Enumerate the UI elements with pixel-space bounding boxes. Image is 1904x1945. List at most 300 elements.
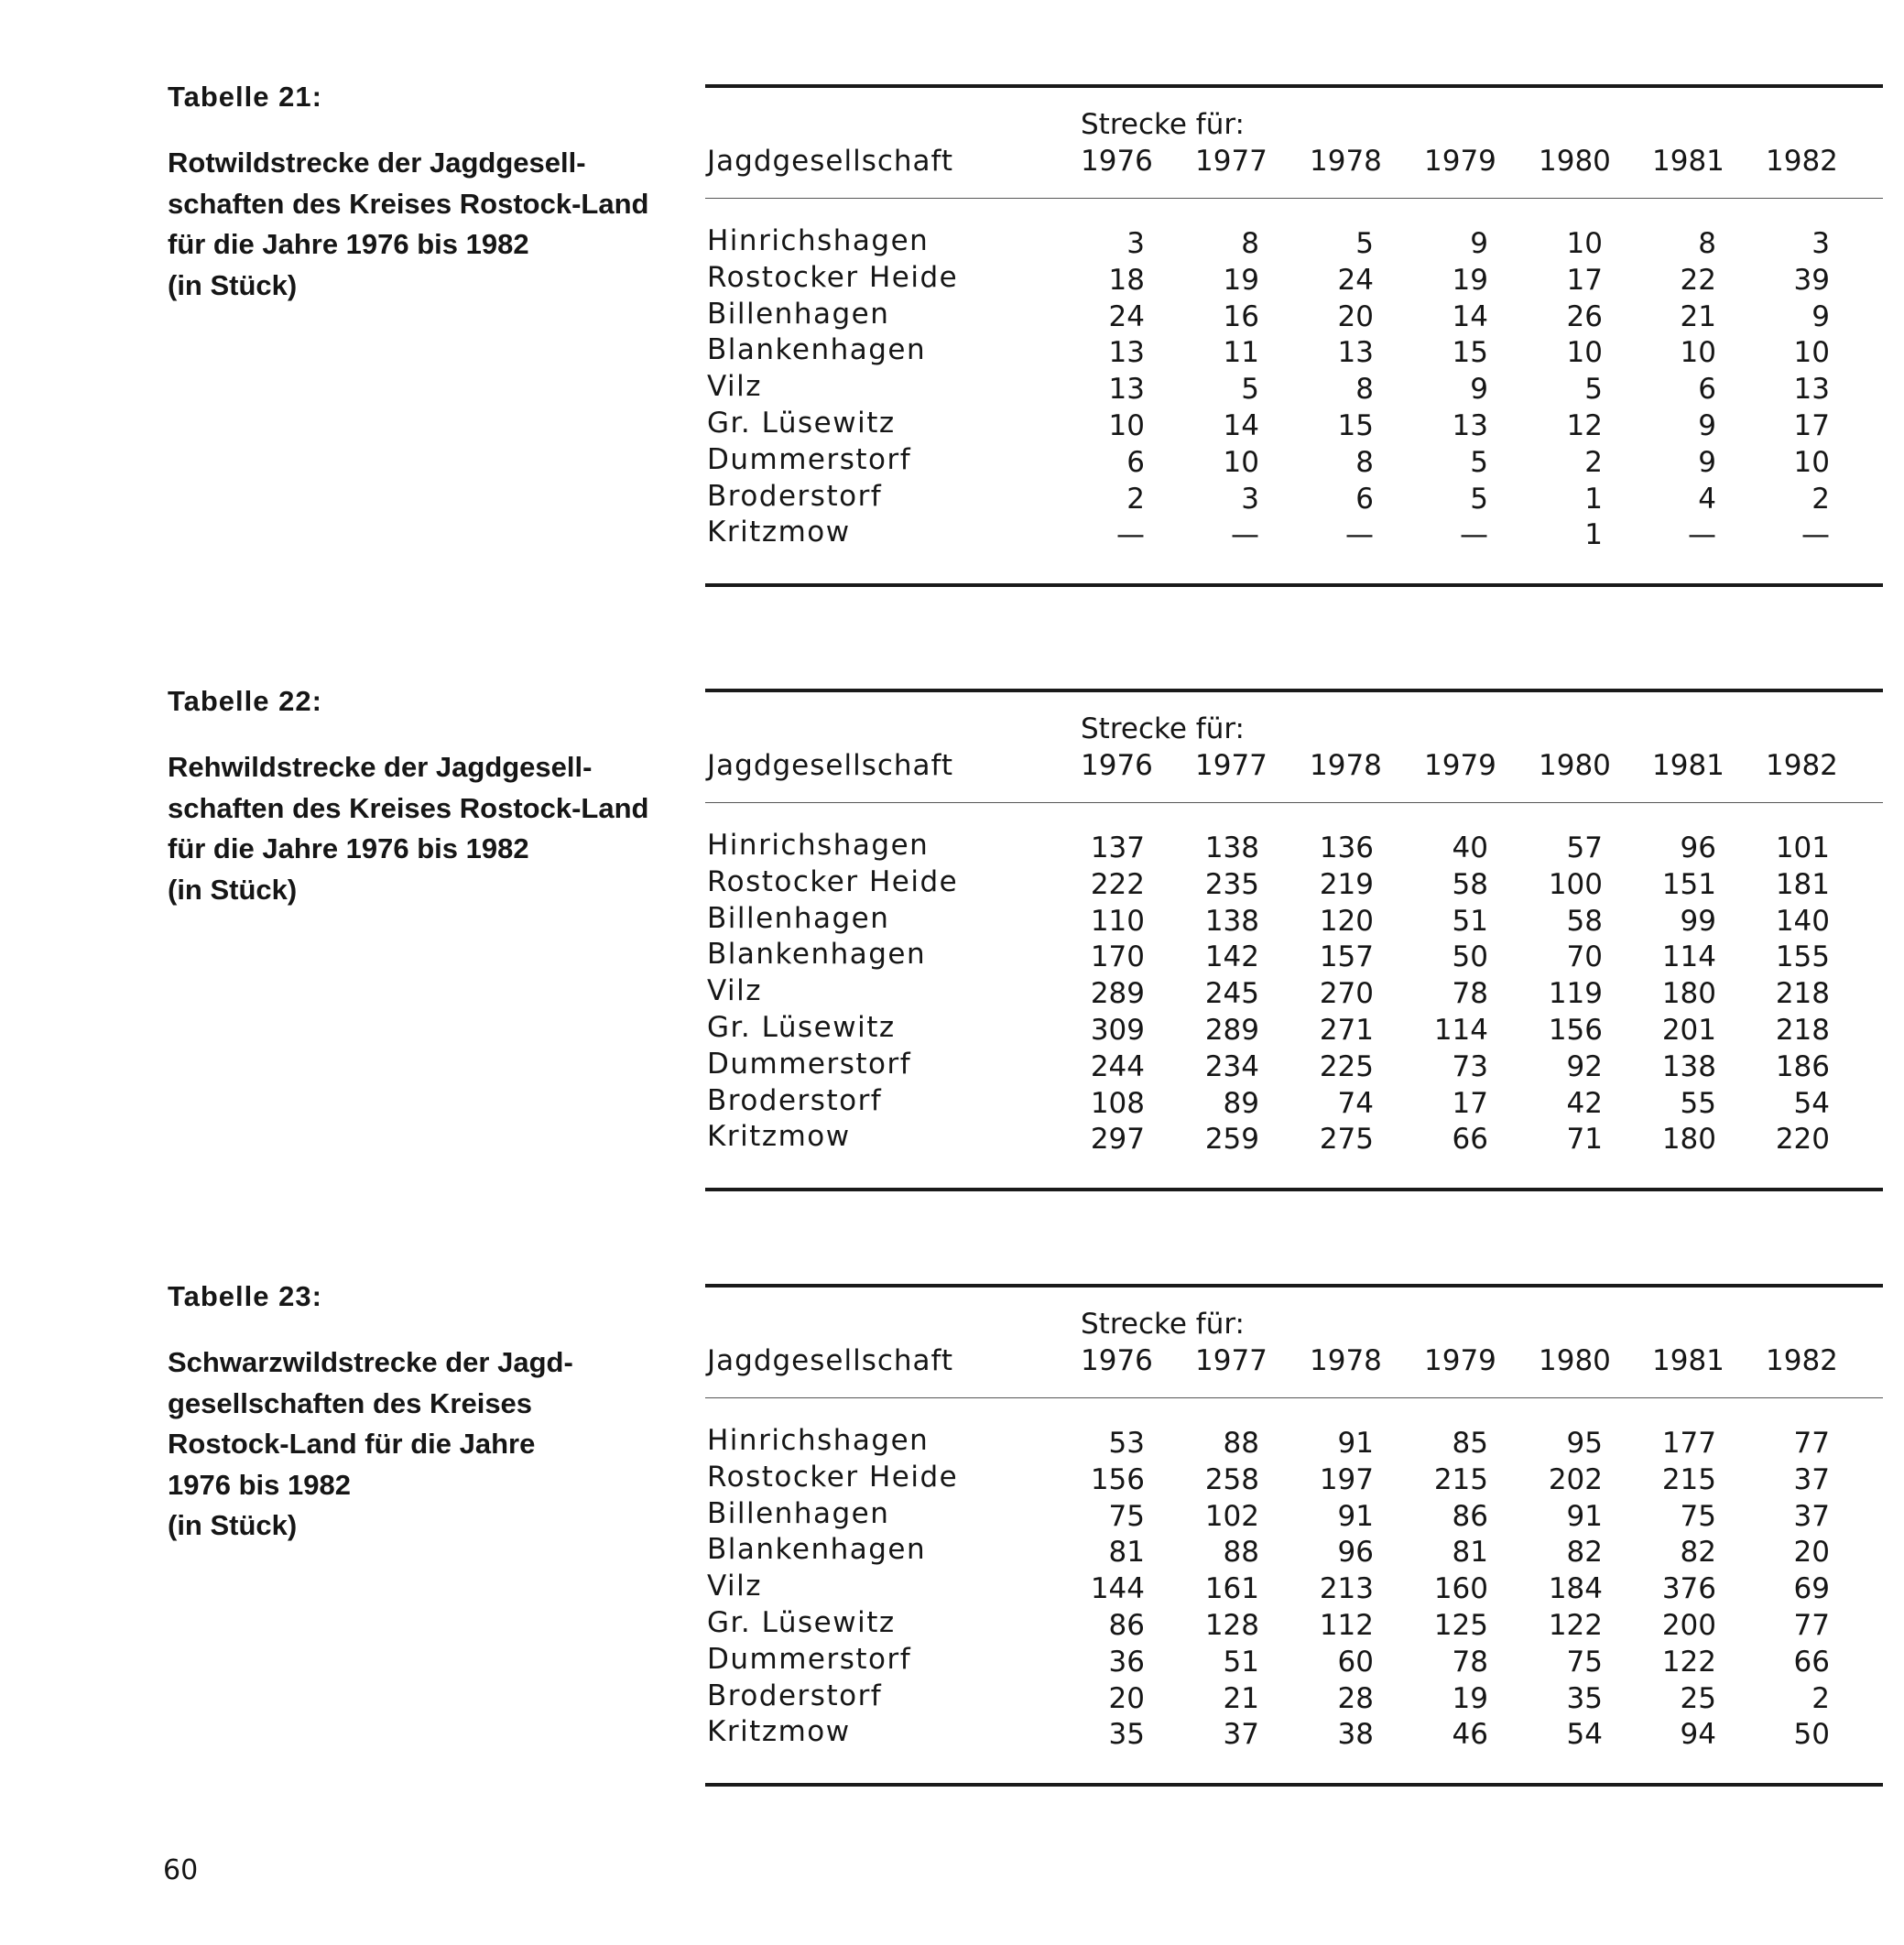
table-cell: 122 <box>1661 1645 1716 1679</box>
column-header-year: 1979 <box>1424 749 1496 782</box>
table-cell: 13 <box>1337 336 1374 370</box>
column-header-year: 1978 <box>1310 749 1382 782</box>
table-cell: 215 <box>1661 1462 1716 1496</box>
row-label: Blankenhagen <box>707 333 927 367</box>
table-bottom-rule <box>705 1188 1883 1191</box>
table-cell: 96 <box>1337 1536 1374 1570</box>
table-cell: 69 <box>1793 1572 1830 1606</box>
table-cell: 218 <box>1775 977 1830 1011</box>
row-label: Dummerstorf <box>707 1047 912 1081</box>
column-header-year: 1982 <box>1766 749 1838 782</box>
table-title-line: für die Jahre 1976 bis 1982 <box>168 832 529 864</box>
table-title-line: für die Jahre 1976 bis 1982 <box>168 228 529 260</box>
table-cell: 11 <box>1223 336 1259 370</box>
data-table <box>705 1284 1883 1787</box>
table-cell: 8 <box>1698 227 1716 260</box>
table-cell: 20 <box>1108 1681 1145 1715</box>
column-header-year: 1981 <box>1652 145 1724 178</box>
table-cell: 309 <box>1090 1013 1145 1047</box>
table-title-line: schaften des Kreises Rostock-Land <box>168 791 649 824</box>
table-row <box>705 1011 1883 1048</box>
table-cell: 13 <box>1452 408 1488 442</box>
table-cell: 88 <box>1223 1427 1259 1460</box>
table-cell: 17 <box>1452 1086 1488 1120</box>
table-cell: 1 <box>1584 518 1603 552</box>
column-header-year: 1982 <box>1766 1344 1838 1377</box>
table-cell: 200 <box>1661 1608 1716 1642</box>
table-row <box>705 516 1883 552</box>
table-cell: 108 <box>1090 1086 1145 1120</box>
table-title-line: Rehwildstrecke der Jagdgesell- <box>168 751 593 783</box>
table-row <box>705 1606 1883 1643</box>
table-cell: 275 <box>1319 1123 1374 1157</box>
table-cell: 151 <box>1661 867 1716 901</box>
table-row <box>705 974 1883 1011</box>
row-label: Hinrichshagen <box>707 1424 930 1457</box>
table-label: Tabelle 23: <box>168 1280 322 1312</box>
table-cell: 235 <box>1204 867 1259 901</box>
table-row <box>705 1643 1883 1679</box>
row-label: Gr. Lüsewitz <box>707 1010 896 1044</box>
table-row <box>705 407 1883 443</box>
table-cell: 8 <box>1241 227 1259 260</box>
table-cell: 160 <box>1433 1572 1488 1606</box>
table-cell: 3 <box>1126 227 1145 260</box>
table-cell: 222 <box>1090 867 1145 901</box>
table-cell: 101 <box>1775 831 1830 864</box>
table-cell: 71 <box>1566 1123 1603 1157</box>
table-cell: 213 <box>1319 1572 1374 1606</box>
table-cell: 271 <box>1319 1013 1374 1047</box>
table-unit: (in Stück) <box>168 1509 298 1541</box>
table-cell: 8 <box>1355 445 1374 479</box>
table-cell: 138 <box>1661 1049 1716 1083</box>
table-cell: 75 <box>1108 1499 1145 1533</box>
table-title-line: 1976 bis 1982 <box>168 1468 351 1501</box>
table-cell: 39 <box>1793 263 1830 297</box>
table-cell: 86 <box>1452 1499 1488 1533</box>
table-cell: 14 <box>1223 408 1259 442</box>
table-cell: 6 <box>1355 482 1374 516</box>
table-cell: 136 <box>1319 831 1374 864</box>
table-cell: 102 <box>1204 1499 1259 1533</box>
table-cell: 10 <box>1108 408 1145 442</box>
table-header <box>705 1288 1883 1397</box>
table-cell: 35 <box>1108 1718 1145 1752</box>
table-cell: 140 <box>1775 904 1830 938</box>
row-label: Kritzmow <box>707 1715 851 1749</box>
table-cell: 46 <box>1452 1718 1488 1752</box>
table-cell: 54 <box>1793 1086 1830 1120</box>
table-cell: 81 <box>1108 1536 1145 1570</box>
row-label: Dummerstorf <box>707 1642 912 1676</box>
table-cell: 5 <box>1241 373 1259 407</box>
table-cell: 15 <box>1337 408 1374 442</box>
table-cell: 5 <box>1584 373 1603 407</box>
table-header <box>705 88 1883 198</box>
table-cell: 96 <box>1680 831 1716 864</box>
table-cell: — <box>1801 518 1830 552</box>
table-cell: 202 <box>1548 1462 1603 1496</box>
table-caption <box>168 81 680 306</box>
row-label: Broderstorf <box>707 479 883 513</box>
table-cell: 86 <box>1108 1608 1145 1642</box>
table-cell: 91 <box>1337 1427 1374 1460</box>
table-cell: 89 <box>1223 1086 1259 1120</box>
table-cell: 156 <box>1548 1013 1603 1047</box>
table-row <box>705 1084 1883 1121</box>
table-cell: 234 <box>1204 1049 1259 1083</box>
table-cell: 100 <box>1548 867 1603 901</box>
row-label: Rostocker Heide <box>707 260 959 294</box>
table-cell: 95 <box>1566 1427 1603 1460</box>
table-cell: 74 <box>1337 1086 1374 1120</box>
row-label: Vilz <box>707 974 763 1008</box>
table-label: Tabelle 21: <box>168 81 322 113</box>
table-cell: 82 <box>1680 1536 1716 1570</box>
column-header-jagdgesellschaft: Jagdgesellschaft <box>707 749 954 782</box>
table-cell: 201 <box>1661 1013 1716 1047</box>
table-cell: 9 <box>1698 408 1716 442</box>
table-header <box>705 692 1883 802</box>
table-row <box>705 1497 1883 1534</box>
table-cell: 6 <box>1698 373 1716 407</box>
table-cell: 215 <box>1433 1462 1488 1496</box>
table-cell: 289 <box>1204 1013 1259 1047</box>
column-header-year: 1979 <box>1424 145 1496 178</box>
table-row <box>705 1570 1883 1606</box>
column-header-year: 1977 <box>1195 1344 1268 1377</box>
table-cell: 51 <box>1223 1645 1259 1679</box>
column-header-year: 1980 <box>1539 145 1611 178</box>
table-cell: 122 <box>1548 1608 1603 1642</box>
row-label: Dummerstorf <box>707 442 912 476</box>
row-label: Rostocker Heide <box>707 1460 959 1494</box>
row-label: Hinrichshagen <box>707 829 930 862</box>
table-cell: 13 <box>1108 336 1145 370</box>
table-cell: 88 <box>1223 1536 1259 1570</box>
table-row <box>705 865 1883 902</box>
table-cell: 220 <box>1775 1123 1830 1157</box>
table-cell: 225 <box>1319 1049 1374 1083</box>
table-bottom-rule <box>705 583 1883 587</box>
table-cell: 218 <box>1775 1013 1830 1047</box>
table-cell: 78 <box>1452 977 1488 1011</box>
table-cell: 161 <box>1204 1572 1259 1606</box>
table-cell: 77 <box>1793 1608 1830 1642</box>
table-row <box>705 1048 1883 1084</box>
table-row <box>705 370 1883 407</box>
table-title-line: schaften des Kreises Rostock-Land <box>168 187 649 220</box>
table-cell: 244 <box>1090 1049 1145 1083</box>
table-bottom-rule <box>705 1783 1883 1787</box>
table-cell: 170 <box>1090 940 1145 974</box>
table-cell: 10 <box>1223 445 1259 479</box>
table-cell: 180 <box>1661 1123 1716 1157</box>
table-cell: 1 <box>1584 482 1603 516</box>
table-cell: 5 <box>1355 227 1374 260</box>
table-cell: 297 <box>1090 1123 1145 1157</box>
table-cell: 14 <box>1452 299 1488 333</box>
table-cell: 110 <box>1090 904 1145 938</box>
table-row <box>705 1679 1883 1716</box>
table-cell: 9 <box>1470 373 1488 407</box>
table-cell: 81 <box>1452 1536 1488 1570</box>
table-cell: 26 <box>1566 299 1603 333</box>
strecke-label: Strecke für: <box>1081 108 1245 141</box>
table-cell: 21 <box>1680 299 1716 333</box>
table-cell: — <box>1460 518 1488 552</box>
strecke-label: Strecke für: <box>1081 1308 1245 1341</box>
table-cell: 78 <box>1452 1645 1488 1679</box>
column-header-year: 1976 <box>1081 1344 1153 1377</box>
table-cell: 25 <box>1680 1681 1716 1715</box>
table-row <box>705 224 1883 261</box>
table-cell: 54 <box>1566 1718 1603 1752</box>
table-title-line: gesellschaften des Kreises <box>168 1386 533 1419</box>
table-cell: 219 <box>1319 867 1374 901</box>
table-row <box>705 902 1883 939</box>
table-cell: — <box>1688 518 1716 552</box>
row-label: Rostocker Heide <box>707 864 959 898</box>
table-row <box>705 1424 1883 1461</box>
table-cell: 19 <box>1452 1681 1488 1715</box>
table-cell: 128 <box>1204 1608 1259 1642</box>
table-cell: 94 <box>1680 1718 1716 1752</box>
column-header-year: 1982 <box>1766 145 1838 178</box>
column-header-year: 1977 <box>1195 145 1268 178</box>
table-cell: 2 <box>1812 482 1830 516</box>
column-header-year: 1978 <box>1310 1344 1382 1377</box>
column-header-year: 1976 <box>1081 145 1153 178</box>
table-cell: 73 <box>1452 1049 1488 1083</box>
table-cell: 15 <box>1452 336 1488 370</box>
table-cell: 376 <box>1661 1572 1716 1606</box>
table-cell: 51 <box>1452 904 1488 938</box>
row-label: Vilz <box>707 1570 763 1603</box>
table-cell: 3 <box>1812 227 1830 260</box>
table-body <box>705 803 1883 1188</box>
table-cell: 10 <box>1566 227 1603 260</box>
table-cell: 70 <box>1566 940 1603 974</box>
table-cell: 10 <box>1566 336 1603 370</box>
page-number: 60 <box>163 1854 199 1886</box>
table-cell: 66 <box>1793 1645 1830 1679</box>
row-label: Blankenhagen <box>707 1533 927 1567</box>
table-row <box>705 443 1883 480</box>
row-label: Billenhagen <box>707 297 890 331</box>
table-row <box>705 1715 1883 1752</box>
column-header-year: 1980 <box>1539 1344 1611 1377</box>
row-label: Hinrichshagen <box>707 224 930 257</box>
table-cell: 6 <box>1126 445 1145 479</box>
row-label: Gr. Lüsewitz <box>707 406 896 440</box>
row-label: Billenhagen <box>707 901 890 935</box>
table-body <box>705 1398 1883 1783</box>
table-cell: 3 <box>1241 482 1259 516</box>
column-header-year: 1977 <box>1195 749 1268 782</box>
table-caption <box>168 685 680 910</box>
table-cell: 13 <box>1108 373 1145 407</box>
table-cell: 120 <box>1319 904 1374 938</box>
table-cell: 2 <box>1812 1681 1830 1715</box>
table-cell: 17 <box>1566 263 1603 297</box>
table-cell: 20 <box>1793 1536 1830 1570</box>
column-header-year: 1981 <box>1652 1344 1724 1377</box>
table-title-line: Schwarzwildstrecke der Jagd- <box>168 1346 573 1378</box>
row-label: Broderstorf <box>707 1083 883 1117</box>
table-unit: (in Stück) <box>168 873 298 906</box>
row-label: Vilz <box>707 370 763 404</box>
table-cell: 12 <box>1566 408 1603 442</box>
table-title-line: Rotwildstrecke der Jagdgesell- <box>168 147 586 179</box>
table-cell: 77 <box>1793 1427 1830 1460</box>
table-cell: 138 <box>1204 904 1259 938</box>
table-cell: 112 <box>1319 1608 1374 1642</box>
table-cell: — <box>1345 518 1374 552</box>
table-row <box>705 1120 1883 1157</box>
table-title-line: Rostock-Land für die Jahre <box>168 1428 536 1460</box>
table-cell: 181 <box>1775 867 1830 901</box>
table-cell: 13 <box>1793 373 1830 407</box>
table-cell: 114 <box>1661 940 1716 974</box>
table-cell: 58 <box>1452 867 1488 901</box>
row-label: Blankenhagen <box>707 938 927 972</box>
table-cell: 4 <box>1698 482 1716 516</box>
column-header-jagdgesellschaft: Jagdgesellschaft <box>707 145 954 178</box>
table-cell: — <box>1116 518 1145 552</box>
table-cell: 60 <box>1337 1645 1374 1679</box>
table-cell: 157 <box>1319 940 1374 974</box>
table-row <box>705 938 1883 974</box>
table-cell: 18 <box>1108 263 1145 297</box>
table-cell: 24 <box>1337 263 1374 297</box>
data-table <box>705 689 1883 1191</box>
table-cell: 37 <box>1223 1718 1259 1752</box>
table-row <box>705 1461 1883 1497</box>
table-cell: 289 <box>1090 977 1145 1011</box>
row-label: Kritzmow <box>707 1120 851 1154</box>
table-cell: 17 <box>1793 408 1830 442</box>
table-cell: 75 <box>1566 1645 1603 1679</box>
data-table <box>705 84 1883 587</box>
table-cell: 53 <box>1108 1427 1145 1460</box>
table-cell: 177 <box>1661 1427 1716 1460</box>
table-cell: 114 <box>1433 1013 1488 1047</box>
table-cell: 38 <box>1337 1718 1374 1752</box>
table-label: Tabelle 22: <box>168 685 322 717</box>
table-cell: 138 <box>1204 831 1259 864</box>
table-cell: 9 <box>1470 227 1488 260</box>
table-cell: 50 <box>1793 1718 1830 1752</box>
table-cell: 245 <box>1204 977 1259 1011</box>
table-cell: 19 <box>1452 263 1488 297</box>
table-cell: 24 <box>1108 299 1145 333</box>
table-cell: 156 <box>1090 1462 1145 1496</box>
table-cell: 19 <box>1223 263 1259 297</box>
column-header-year: 1979 <box>1424 1344 1496 1377</box>
table-cell: 82 <box>1566 1536 1603 1570</box>
table-caption <box>168 1280 680 1547</box>
table-cell: 58 <box>1566 904 1603 938</box>
table-cell: 85 <box>1452 1427 1488 1460</box>
table-cell: 21 <box>1223 1681 1259 1715</box>
table-cell: 42 <box>1566 1086 1603 1120</box>
table-cell: 40 <box>1452 831 1488 864</box>
table-cell: 57 <box>1566 831 1603 864</box>
table-cell: 92 <box>1566 1049 1603 1083</box>
table-cell: 197 <box>1319 1462 1374 1496</box>
table-cell: 184 <box>1548 1572 1603 1606</box>
table-cell: 36 <box>1108 1645 1145 1679</box>
table-cell: 10 <box>1680 336 1716 370</box>
table-cell: 5 <box>1470 482 1488 516</box>
table-cell: 125 <box>1433 1608 1488 1642</box>
table-row <box>705 829 1883 865</box>
table-cell: 2 <box>1126 482 1145 516</box>
table-cell: 37 <box>1793 1462 1830 1496</box>
table-cell: 119 <box>1548 977 1603 1011</box>
table-cell: 66 <box>1452 1123 1488 1157</box>
table-cell: 186 <box>1775 1049 1830 1083</box>
table-unit: (in Stück) <box>168 268 298 301</box>
row-label: Billenhagen <box>707 1496 890 1530</box>
table-cell: 20 <box>1337 299 1374 333</box>
table-row <box>705 333 1883 370</box>
table-cell: 9 <box>1812 299 1830 333</box>
table-cell: 35 <box>1566 1681 1603 1715</box>
table-cell: 259 <box>1204 1123 1259 1157</box>
row-label: Gr. Lüsewitz <box>707 1605 896 1639</box>
table-cell: 144 <box>1090 1572 1145 1606</box>
table-body <box>705 199 1883 583</box>
table-cell: 22 <box>1680 263 1716 297</box>
table-row <box>705 298 1883 334</box>
table-cell: 75 <box>1680 1499 1716 1533</box>
table-cell: 16 <box>1223 299 1259 333</box>
column-header-year: 1976 <box>1081 749 1153 782</box>
table-row <box>705 261 1883 298</box>
column-header-jagdgesellschaft: Jagdgesellschaft <box>707 1344 954 1377</box>
table-cell: 137 <box>1090 831 1145 864</box>
table-cell: 37 <box>1793 1499 1830 1533</box>
table-cell: 258 <box>1204 1462 1259 1496</box>
table-cell: 55 <box>1680 1086 1716 1120</box>
table-cell: 99 <box>1680 904 1716 938</box>
table-cell: 10 <box>1793 336 1830 370</box>
table-cell: 142 <box>1204 940 1259 974</box>
table-row <box>705 1533 1883 1570</box>
table-cell: 50 <box>1452 940 1488 974</box>
column-header-year: 1981 <box>1652 749 1724 782</box>
table-cell: 270 <box>1319 977 1374 1011</box>
table-cell: 180 <box>1661 977 1716 1011</box>
table-row <box>705 480 1883 516</box>
column-header-year: 1980 <box>1539 749 1611 782</box>
table-cell: 9 <box>1698 445 1716 479</box>
column-header-year: 1978 <box>1310 145 1382 178</box>
row-label: Broderstorf <box>707 1679 883 1712</box>
table-cell: 155 <box>1775 940 1830 974</box>
table-cell: 28 <box>1337 1681 1374 1715</box>
table-cell: 91 <box>1566 1499 1603 1533</box>
table-cell: 5 <box>1470 445 1488 479</box>
strecke-label: Strecke für: <box>1081 712 1245 745</box>
table-cell: 2 <box>1584 445 1603 479</box>
row-label: Kritzmow <box>707 516 851 549</box>
table-cell: — <box>1231 518 1259 552</box>
table-cell: 10 <box>1793 445 1830 479</box>
